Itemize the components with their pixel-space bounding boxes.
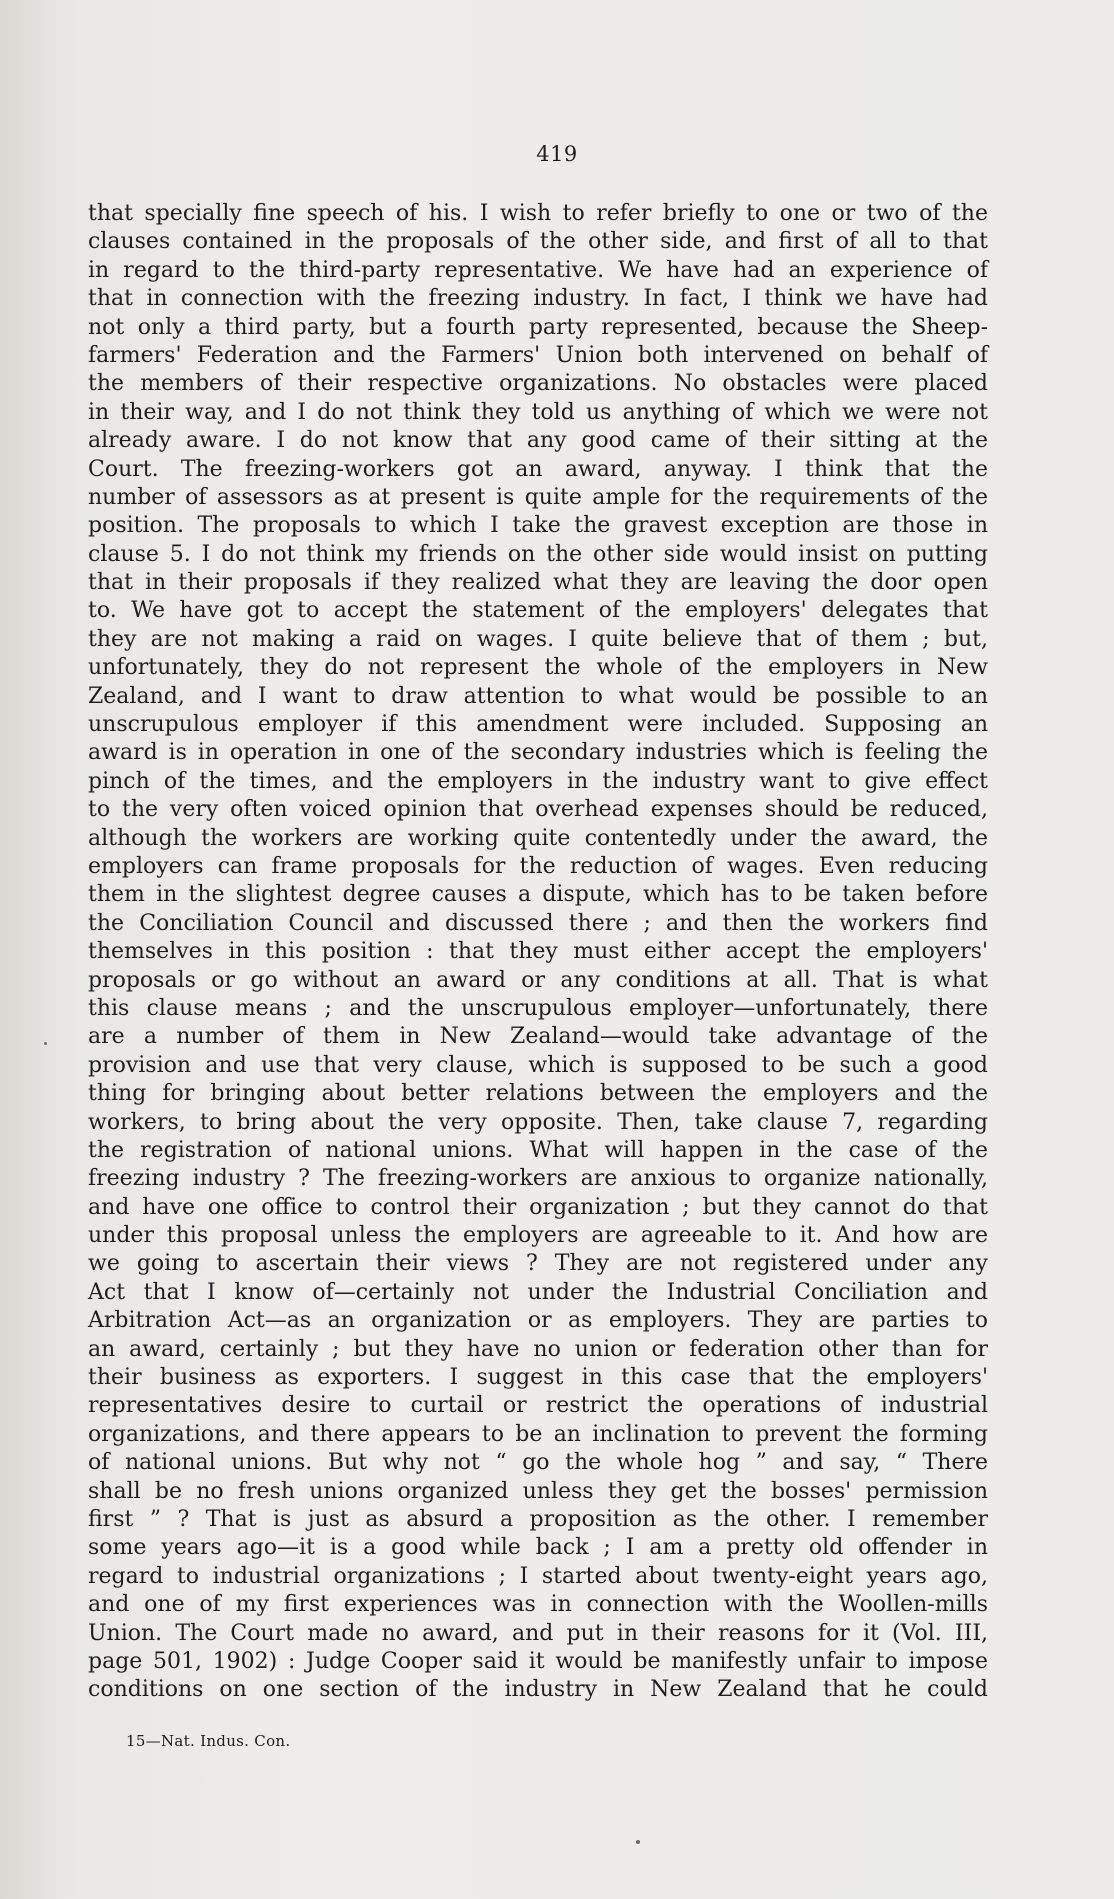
text-line: their business as exporters. I suggest in this case that the employers' — [88, 1365, 988, 1391]
text-line: the registration of national unions. What will happen in the case of the — [88, 1137, 988, 1163]
text-line: that in connection with the freezing industry. In fact, I think we have had — [88, 286, 988, 312]
text-line: clauses contained in the proposals of the other side, and first of all to that — [88, 229, 988, 255]
text-line: the members of their respective organizations. No obstacles were placed — [88, 371, 988, 397]
text-line: we going to ascertain their views ? They are not registered under any — [88, 1251, 988, 1277]
text-line: clause 5. I do not think my friends on the other side would insist on putting — [88, 541, 988, 567]
text-line: workers, to bring about the very opposite. Then, take clause 7, regarding — [88, 1109, 988, 1135]
text-line: they are not making a raid on wages. I quite believe that of them ; but, — [88, 626, 988, 652]
text-line: freezing industry ? The freezing-workers are anxious to organize nationally, — [88, 1166, 988, 1192]
text-line: shall be no fresh unions organized unless they get the bosses' permission — [88, 1478, 988, 1504]
body-text — [88, 200, 988, 1705]
text-line: of national unions. But why not “ go the whole hog ” and say, “ There — [88, 1450, 988, 1476]
text-line: position. The proposals to which I take the gravest exception are those in — [88, 513, 988, 539]
text-line: regard to industrial organizations ; I started about twenty-eight years ago, — [88, 1563, 988, 1589]
text-line: unfortunately, they do not represent the whole of the employers in New — [88, 655, 988, 681]
text-line: already aware. I do not know that any good came of their sitting at the — [88, 428, 988, 454]
text-line: Union. The Court made no award, and put in their reasons for it (Vol. III, — [88, 1620, 988, 1646]
text-line: this clause means ; and the unscrupulous employer—unfortunately, there — [88, 995, 988, 1021]
text-line: conditions on one section of the industry in New Zealand that he could — [88, 1677, 988, 1703]
text-line: them in the slightest degree causes a dispute, which has to be taken before — [88, 882, 988, 908]
text-line: and one of my first experiences was in connection with the Woollen-mills — [88, 1592, 988, 1618]
text-line: that in their proposals if they realized what they are leaving the door open — [88, 570, 988, 596]
text-line: unscrupulous employer if this amendment were included. Supposing an — [88, 712, 988, 738]
text-line: Act that I know of—certainly not under the Industrial Conciliation and — [88, 1279, 988, 1305]
text-line: organizations, and there appears to be an inclination to prevent the forming — [88, 1421, 988, 1447]
paper-speck — [636, 1840, 640, 1844]
text-line: thing for bringing about better relations between the employers and the — [88, 1081, 988, 1107]
text-line: themselves in this position : that they must either accept the employers' — [88, 939, 988, 965]
text-line: some years ago—it is a good while back ; I am a pretty old offender in — [88, 1535, 988, 1561]
page-number: 419 — [536, 142, 578, 166]
text-line: in their way, and I do not think they told us anything of which we were not — [88, 399, 988, 425]
text-line: to the very often voiced opinion that overhead expenses should be reduced, — [88, 797, 988, 823]
text-line: award is in operation in one of the secondary industries which is feeling the — [88, 740, 988, 766]
text-line: representatives desire to curtail or restrict the operations of industrial — [88, 1393, 988, 1419]
text-line: number of assessors as at present is quite ample for the requirements of the — [88, 484, 988, 510]
text-line: are a number of them in New Zealand—would take advantage of the — [88, 1024, 988, 1050]
text-line: that specially fine speech of his. I wish to refer briefly to one or two of the — [88, 201, 988, 226]
text-line: and have one office to control their organization ; but they cannot do that — [88, 1194, 988, 1220]
text-line: although the workers are working quite contentedly under the award, the — [88, 825, 988, 851]
text-line: an award, certainly ; but they have no union or federation other than for — [88, 1336, 988, 1362]
text-line: in regard to the third-party representative. We have had an experience of — [88, 257, 988, 283]
text-line: employers can frame proposals for the reduction of wages. Even reducing — [88, 853, 988, 879]
text-line: farmers' Federation and the Farmers' Union both intervened on behalf of — [88, 342, 988, 368]
text-line: not only a third party, but a fourth party represented, because the Sheep- — [88, 314, 988, 340]
text-line: proposals or go without an award or any conditions at all. That is what — [88, 967, 988, 993]
text-line: under this proposal unless the employers are agreeable to it. And how are — [88, 1223, 988, 1249]
text-line: page 501, 1902) : Judge Cooper said it would be manifestly unfair to impose — [88, 1648, 988, 1674]
text-line: the Conciliation Council and discussed there ; and then the workers find — [88, 910, 988, 936]
text-line: Zealand, and I want to draw attention to what would be possible to an — [88, 683, 988, 709]
text-line: Court. The freezing-workers got an award, anyway. I think that the — [88, 456, 988, 482]
text-line: first ” ? That is just as absurd a proposition as the other. I remember — [88, 1506, 988, 1532]
paper-speck — [44, 1042, 47, 1045]
text-line: provision and use that very clause, which is supposed to be such a good — [88, 1052, 988, 1078]
footer-signature-note: 15—Nat. Indus. Con. — [126, 1732, 291, 1750]
text-line: to. We have got to accept the statement of the employers' delegates that — [88, 598, 988, 624]
text-line: pinch of the times, and the employers in the industry want to give effect — [88, 768, 988, 794]
text-line: Arbitration Act—as an organization or as employers. They are parties to — [88, 1308, 988, 1334]
